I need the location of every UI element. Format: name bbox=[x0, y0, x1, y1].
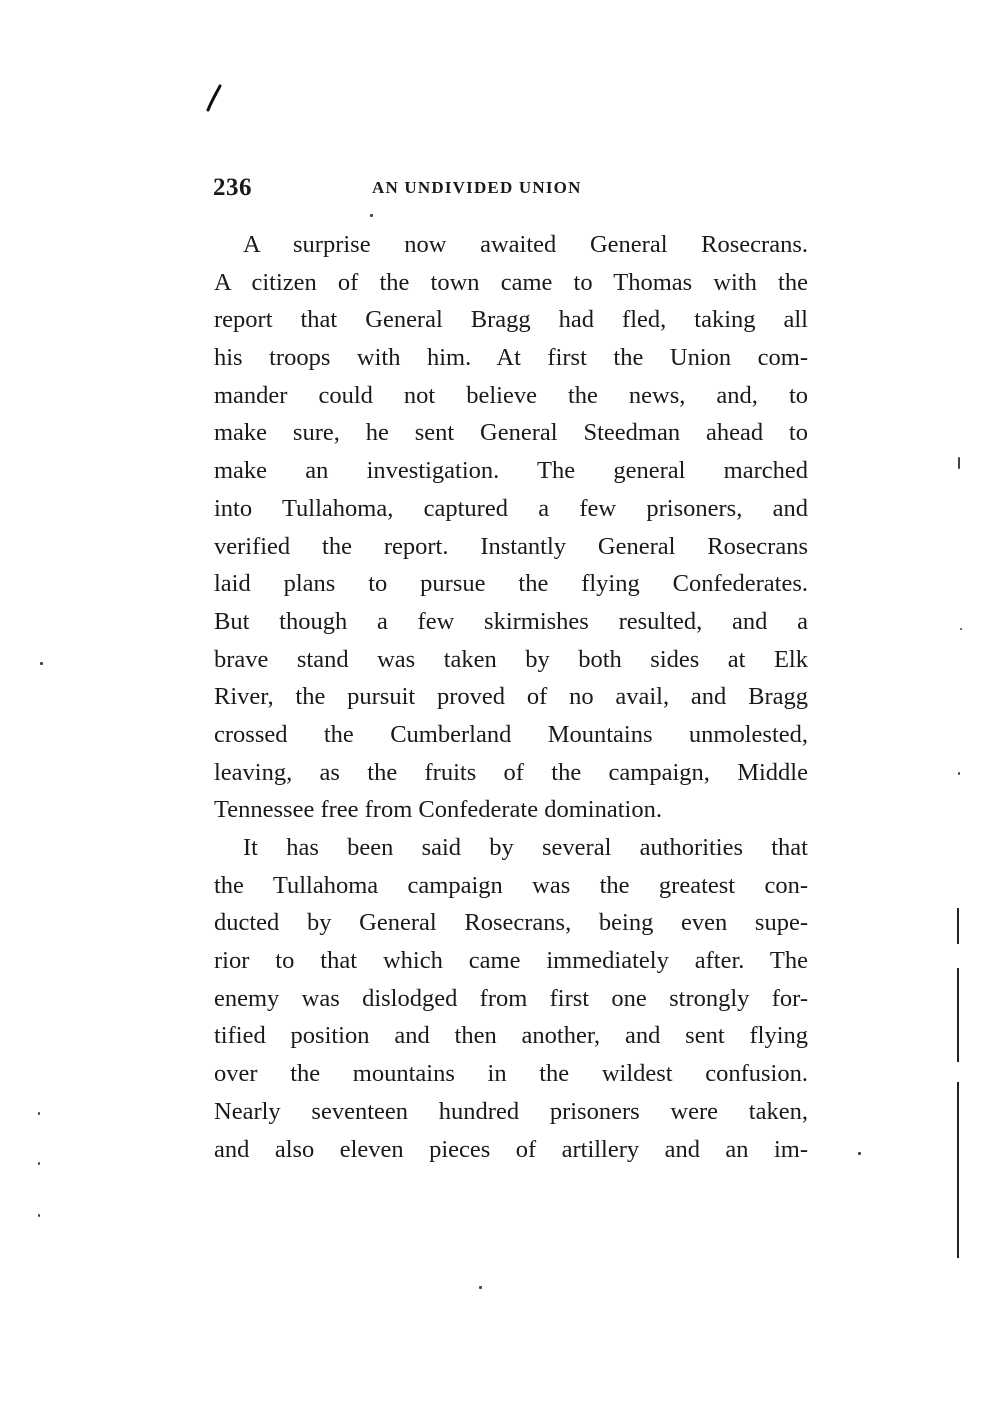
text-line: leaving, as the fruits of the campaign, Middle bbox=[214, 758, 808, 786]
text-line: A citizen of the town came to Thomas with the bbox=[214, 268, 808, 296]
scan-speck bbox=[370, 214, 373, 217]
text-line: crossed the Cumberland Mountains unmolested, bbox=[214, 720, 808, 748]
text-line: tified position and then another, and sent flying bbox=[214, 1022, 808, 1050]
scan-speck bbox=[958, 772, 960, 775]
scan-speck bbox=[479, 1286, 482, 1289]
text-line: rior to that which came immediately after. The bbox=[214, 947, 808, 975]
scan-speck bbox=[858, 1152, 861, 1155]
text-line: laid plans to pursue the flying Confederates. bbox=[214, 570, 808, 598]
pencil-mark-icon bbox=[205, 84, 223, 112]
paragraph-2 bbox=[214, 829, 808, 1168]
text-line: enemy was dislodged from first one strongly for- bbox=[214, 984, 808, 1012]
text-line: make sure, he sent General Steedman ahead to bbox=[214, 419, 808, 447]
text-line: Tennessee free from Confederate domination. bbox=[214, 796, 662, 824]
scan-edge-line bbox=[957, 908, 959, 944]
text-line: and also eleven pieces of artillery and an im- bbox=[214, 1135, 808, 1163]
scan-speck bbox=[38, 1214, 40, 1217]
scan-speck bbox=[40, 662, 43, 665]
text-line: But though a few skirmishes resulted, and a bbox=[214, 607, 808, 635]
scan-speck bbox=[38, 1162, 40, 1165]
text-line: It has been said by several authorities that bbox=[243, 834, 808, 861]
text-line: A surprise now awaited General Rosecrans. bbox=[243, 231, 808, 258]
text-line: over the mountains in the wildest confusion. bbox=[214, 1060, 808, 1088]
scan-edge-line bbox=[957, 968, 959, 1062]
text-line: River, the pursuit proved of no avail, and Bragg bbox=[214, 683, 808, 711]
scan-speck bbox=[38, 1112, 40, 1115]
text-line: Nearly seventeen hundred prisoners were taken, bbox=[214, 1097, 808, 1125]
scan-speck bbox=[958, 457, 960, 469]
page-number: 236 bbox=[213, 174, 252, 201]
running-head bbox=[213, 174, 813, 206]
text-line: brave stand was taken by both sides at Elk bbox=[214, 645, 808, 673]
text-line: the Tullahoma campaign was the greatest con- bbox=[214, 871, 808, 899]
running-title: AN UNDIVIDED UNION bbox=[372, 178, 582, 197]
text-line: verified the report. Instantly General Rosecrans bbox=[214, 532, 808, 560]
text-line: make an investigation. The general marched bbox=[214, 457, 808, 485]
paragraph-1 bbox=[214, 226, 808, 829]
text-line: ducted by General Rosecrans, being even supe- bbox=[214, 909, 808, 937]
body-text bbox=[214, 226, 808, 1168]
scan-speck bbox=[960, 628, 962, 630]
text-line: mander could not believe the news, and, to bbox=[214, 381, 808, 409]
text-line: into Tullahoma, captured a few prisoners, and bbox=[214, 494, 808, 522]
text-line: his troops with him. At first the Union com- bbox=[214, 344, 808, 372]
text-line: report that General Bragg had fled, taking all bbox=[214, 306, 808, 334]
scan-edge-line bbox=[957, 1082, 959, 1258]
